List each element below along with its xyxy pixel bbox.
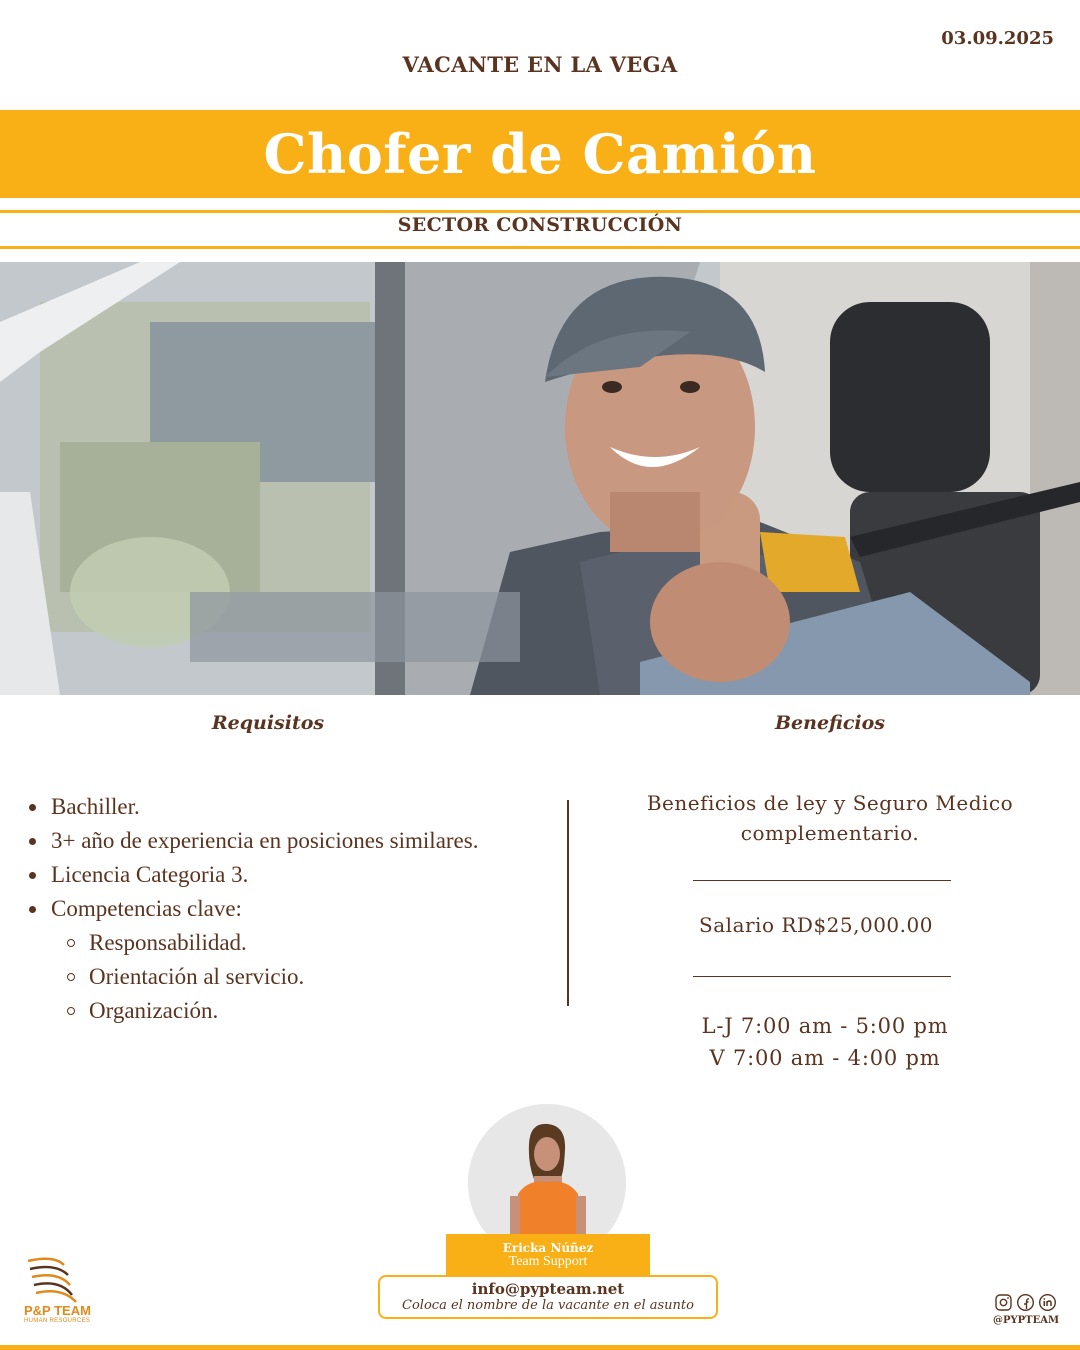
instagram-icon[interactable]	[994, 1293, 1013, 1312]
beneficios-heading: Beneficios	[774, 712, 886, 734]
logo-text: P&P TEAM	[24, 1303, 91, 1318]
facebook-icon[interactable]	[1016, 1293, 1035, 1312]
circle-bullet-icon	[67, 939, 75, 947]
list-item: Bachiller.	[26, 790, 556, 824]
email-hint: Coloca el nombre de la vacante en el asunto	[402, 1298, 694, 1313]
salary: Salario RD$25,000.00	[699, 913, 933, 937]
contact-name: Ericka Núñez	[502, 1241, 594, 1255]
requisitos-list	[26, 790, 556, 1028]
post-date: 03.09.2025	[941, 28, 1054, 49]
divider-top	[0, 210, 1080, 213]
contact-email[interactable]: info@pypteam.net	[471, 1280, 625, 1298]
logo-mark-icon	[24, 1255, 84, 1303]
bottom-accent-bar	[0, 1345, 1080, 1350]
title-band	[0, 110, 1080, 198]
bullet-icon	[29, 838, 36, 845]
column-divider	[567, 800, 569, 1006]
vacancy-location: VACANTE EN LA VEGA	[402, 52, 678, 77]
list-item: Competencias clave:	[26, 892, 556, 926]
email-box	[378, 1275, 718, 1319]
social-handle: @PYPTEAM	[992, 1315, 1060, 1326]
sector-label: SECTOR CONSTRUCCIÓN	[397, 214, 683, 236]
pp-team-logo	[24, 1255, 104, 1335]
driver-photo	[0, 262, 1080, 695]
job-title: Chofer de Camión	[263, 122, 817, 186]
benefits-divider	[693, 976, 951, 977]
list-item: 3+ año de experiencia en posiciones similares.	[26, 824, 556, 858]
contact-card	[446, 1234, 650, 1276]
benefits-divider	[693, 880, 951, 881]
social-links	[994, 1293, 1058, 1313]
bullet-icon	[29, 872, 36, 879]
bullet-icon	[29, 906, 36, 913]
circle-bullet-icon	[67, 973, 75, 981]
sub-list-item: Responsabilidad.	[26, 926, 556, 960]
contact-role: Team Support	[508, 1254, 588, 1269]
benefits-description: Beneficios de ley y Seguro Medico complementario.	[646, 791, 1014, 845]
divider-bottom	[0, 246, 1080, 249]
circle-bullet-icon	[67, 1007, 75, 1015]
list-item: Licencia Categoria 3.	[26, 858, 556, 892]
logo-subtitle: HUMAN RESOURCES	[24, 1318, 91, 1324]
work-hours: L-J 7:00 am - 5:00 pm V 7:00 am - 4:00 pm	[701, 1014, 949, 1070]
bullet-icon	[29, 804, 36, 811]
sub-list-item: Orientación al servicio.	[26, 960, 556, 994]
sub-list-item: Organización.	[26, 994, 556, 1028]
linkedin-icon[interactable]	[1038, 1293, 1057, 1312]
requisitos-heading: Requisitos	[211, 712, 325, 734]
